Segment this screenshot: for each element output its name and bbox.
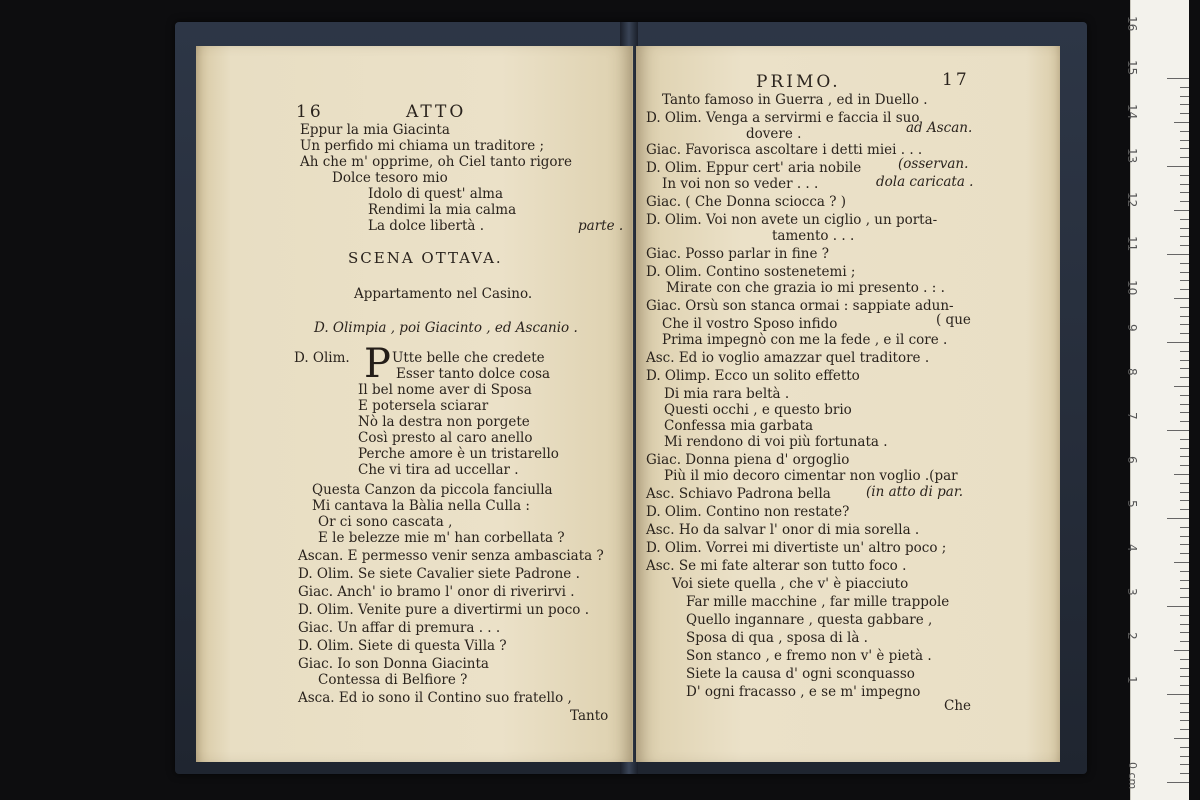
running-head-left: ATTO (406, 102, 467, 122)
scene-heading: SCENA OTTAVA. (348, 249, 503, 267)
ruler-tick (1180, 668, 1189, 669)
text-line: E potersela sciarar (358, 398, 489, 414)
ruler-tick (1180, 685, 1189, 686)
ruler-tick (1180, 439, 1189, 440)
ruler-tick (1180, 703, 1189, 704)
text-line: Questi occhi , e questo brio (664, 402, 852, 418)
text-line: Giac. Posso parlar in fine ? (646, 246, 830, 262)
ruler-mark: 14 (1125, 104, 1139, 120)
text-line: Giac. Un affar di premura . . . (298, 620, 501, 636)
ruler-tick (1167, 254, 1189, 255)
text-line: Mi rendono di voi più fortunata . (664, 434, 888, 450)
ruler-tick (1180, 201, 1189, 202)
ruler-tick (1180, 368, 1189, 369)
catchword: Tanto (570, 708, 609, 724)
text-line: Questa Canzon da piccola fanciulla (312, 482, 553, 498)
text-line: D. Olim. Venite pure a divertirmi un poco . (298, 602, 589, 618)
text-line: Esser tanto dolce cosa (396, 366, 551, 382)
text-line: Asca. Ed io sono il Contino suo fratello , (298, 690, 572, 706)
text-line: D. Olimp. Ecco un solito effetto (646, 368, 860, 384)
page-number-left: 16 (296, 102, 324, 122)
text-line: D' ogni fracasso , e se m' impegno (686, 684, 921, 700)
ruler-tick (1180, 509, 1189, 510)
text-line: D. Olim. Contino non restate? (646, 504, 850, 520)
ruler-tick (1180, 148, 1189, 149)
ruler-mark: 8 (1125, 368, 1139, 376)
text-line: Asc. Se mi fate alterar son tutto foco . (646, 558, 907, 574)
ruler-tick (1180, 236, 1189, 237)
ruler-tick (1180, 483, 1189, 484)
speaker-label: D. Olim. (294, 350, 350, 366)
running-head-right: PRIMO. (756, 72, 841, 92)
character-list: D. Olimpia , poi Giacinto , ed Ascanio . (314, 320, 578, 336)
text-line: Utte belle che credete (392, 350, 545, 366)
stage-direction: parte . (578, 218, 624, 234)
ruler-tick (1180, 360, 1189, 361)
ruler-tick (1167, 518, 1189, 519)
ruler-tick (1180, 280, 1189, 281)
text-line: Nò la destra non porgete (358, 414, 530, 430)
ruler-tick (1180, 307, 1189, 308)
ruler-mark: 12 (1125, 192, 1139, 208)
ruler-tick (1167, 430, 1189, 431)
ruler-mark: 13 (1125, 148, 1139, 164)
ruler-tick (1180, 113, 1189, 114)
ruler-mark: 16 (1125, 16, 1139, 32)
ruler-tick (1180, 104, 1189, 105)
ruler-mark: 6 (1125, 456, 1139, 464)
ruler-tick (1180, 536, 1189, 537)
text-line: La dolce libertà . (368, 218, 485, 234)
ruler-tick (1180, 96, 1189, 97)
text-line: Ascan. E permesso venir senza ambasciata ? (298, 548, 604, 564)
ruler-mark: 7 (1125, 412, 1139, 420)
text-line: Rendimi la mia calma (368, 202, 517, 218)
text-line: Che il vostro Sposo infido (662, 316, 838, 332)
ruler-tick (1174, 474, 1189, 475)
text-line: Mi cantava la Bàlia nella Culla : (312, 498, 530, 514)
text-line: Più il mio decoro cimentar non voglio .(par (664, 468, 958, 484)
text-line: Idolo di quest' alma (368, 186, 503, 202)
ruler-tick (1174, 562, 1189, 563)
ruler-tick (1180, 597, 1189, 598)
ruler-tick (1167, 694, 1189, 695)
text-line: Giac. Io son Donna Giacinta (298, 656, 489, 672)
text-line: Dolce tesoro mio (332, 170, 448, 186)
ruler-tick (1180, 500, 1189, 501)
ruler-tick (1180, 245, 1189, 246)
ruler-tick (1180, 377, 1189, 378)
ruler-tick (1180, 263, 1189, 264)
ruler-tick (1180, 729, 1189, 730)
ruler-tick (1174, 650, 1189, 651)
ruler-tick (1167, 606, 1189, 607)
text-line: Giac. Favorisca ascoltare i detti miei . . . (646, 142, 923, 158)
text-line: Far mille macchine , far mille trappole (686, 594, 950, 610)
left-page (196, 46, 633, 762)
text-line: Asc. Ho da salvar l' onor di mia sorella . (646, 522, 920, 538)
ruler-tick (1180, 324, 1189, 325)
text-line: E le belezze mie m' han corbellata ? (318, 530, 565, 546)
ruler-tick (1180, 87, 1189, 88)
ruler-tick (1180, 157, 1189, 158)
ruler-tick (1180, 588, 1189, 589)
text-line: D. Olim. Vorrei mi divertiste un' altro poco ; (646, 540, 947, 556)
ruler-tick (1180, 465, 1189, 466)
ruler-tick (1180, 492, 1189, 493)
ruler-mark: 15 (1125, 60, 1139, 76)
ruler-mark: 10 (1125, 280, 1139, 296)
text-line: Un perfido mi chiama un traditore ; (300, 138, 545, 154)
ruler-tick (1180, 272, 1189, 273)
ruler-tick (1180, 553, 1189, 554)
ruler-tick (1180, 641, 1189, 642)
ruler-mark: 9 (1125, 324, 1139, 332)
text-line: Contessa di Belfiore ? (318, 672, 468, 688)
text-line: Quello ingannare , questa gabbare , (686, 612, 933, 628)
stage-direction: (in atto di par. (866, 484, 964, 500)
ruler-tick (1180, 404, 1189, 405)
text-line: Voi siete quella , che v' è piacciuto (672, 576, 909, 592)
drop-cap: P (364, 341, 391, 387)
text-line: Così presto al caro anello (358, 430, 533, 446)
text-line: Prima impegnò con me la fede , e il core . (662, 332, 948, 348)
text-line: Giac. Donna piena d' orgoglio (646, 452, 850, 468)
ruler-tick (1180, 192, 1189, 193)
ruler-tick (1174, 386, 1189, 387)
text-line: Il bel nome aver di Sposa (358, 382, 532, 398)
text-line: Perche amore è un tristarello (358, 446, 559, 462)
text-line: Di mia rara beltà . (664, 386, 790, 402)
ruler-mark: 4 (1125, 544, 1139, 552)
ruler-tick (1180, 624, 1189, 625)
ruler-tick (1180, 316, 1189, 317)
text-line: Ah che m' opprime, oh Ciel tanto rigore (300, 154, 572, 170)
ruler-tick (1180, 676, 1189, 677)
text-line: dovere . (746, 126, 802, 142)
text-line: Son stanco , e fremo non v' è pietà . (686, 648, 932, 664)
text-line: D. Olim. Contino sostenetemi ; (646, 264, 856, 280)
ruler-tick (1180, 131, 1189, 132)
ruler-tick (1180, 580, 1189, 581)
ruler-tick (1174, 298, 1189, 299)
ruler-tick (1180, 184, 1189, 185)
ruler-tick (1180, 615, 1189, 616)
ruler-tick (1180, 544, 1189, 545)
setting-line: Appartamento nel Casino. (354, 286, 533, 302)
ruler-tick (1180, 720, 1189, 721)
text-line: D. Olim. Siete di questa Villa ? (298, 638, 507, 654)
ruler-tick (1167, 342, 1189, 343)
text-line: Giac. ( Che Donna sciocca ? ) (646, 194, 847, 210)
text-line: Siete la causa d' ogni sconquasso (686, 666, 915, 682)
text-line: Mirate con che grazia io mi presento . : . (666, 280, 945, 296)
ruler-tick (1174, 738, 1189, 739)
ruler-tick (1167, 78, 1189, 79)
ruler-tick (1180, 219, 1189, 220)
ruler-tick (1180, 175, 1189, 176)
ruler-tick (1180, 421, 1189, 422)
ruler-tick (1180, 632, 1189, 633)
text-line: ( que (936, 312, 971, 328)
text-line: D. Olim. Venga a servirmi e faccia il suo (646, 110, 920, 126)
ruler-mark: 3 (1125, 588, 1139, 596)
page-number-right: 17 (942, 70, 970, 90)
right-page (636, 46, 1060, 762)
text-line: Tanto famoso in Guerra , ed in Duello . (662, 92, 928, 108)
ruler-mark: 1 (1125, 676, 1139, 684)
ruler-tick (1180, 448, 1189, 449)
ruler-mark: 5 (1125, 500, 1139, 508)
text-line: Giac. Orsù son stanca ormai : sappiate adun- (646, 298, 954, 314)
ruler-tick (1180, 571, 1189, 572)
ruler-tick (1180, 140, 1189, 141)
text-line: tamento . . . (772, 228, 855, 244)
text-line: Che vi tira ad uccellar . (358, 462, 519, 478)
ruler-tick (1180, 333, 1189, 334)
text-line: Asc. Ed io voglio amazzar quel traditore . (646, 350, 930, 366)
ruler-tick (1180, 659, 1189, 660)
ruler-tick (1180, 773, 1189, 774)
stage-direction: ad Ascan. (906, 120, 973, 136)
ruler-unit-label: 0 cm (1126, 762, 1139, 790)
text-line: D. Olim. Se siete Cavalier siete Padrone . (298, 566, 580, 582)
text-line: Eppur la mia Giacinta (300, 122, 450, 138)
text-line: Confessa mia garbata (664, 418, 814, 434)
catchword: Che (944, 698, 972, 714)
ruler-tick (1180, 289, 1189, 290)
text-line: Giac. Anch' io bramo l' onor di riverirvi . (298, 584, 575, 600)
ruler-tick (1180, 764, 1189, 765)
ruler-tick (1180, 228, 1189, 229)
ruler-tick (1180, 527, 1189, 528)
text-line: Asc. Schiavo Padrona bella (646, 486, 831, 502)
ruler-tick (1174, 210, 1189, 211)
ruler-tick (1180, 412, 1189, 413)
ruler-tick (1167, 166, 1189, 167)
stage-direction: dola caricata . (876, 174, 974, 190)
ruler-tick (1180, 395, 1189, 396)
measuring-ruler (1125, 0, 1189, 800)
ruler-tick (1180, 456, 1189, 457)
ruler-tick (1180, 756, 1189, 757)
ruler-mark: 11 (1125, 236, 1139, 252)
ruler-tick (1167, 782, 1189, 783)
stage-direction: (osservan. (898, 156, 969, 172)
text-line: Or ci sono cascata , (318, 514, 453, 530)
text-line: D. Olim. Eppur cert' aria nobile (646, 160, 862, 176)
ruler-tick (1174, 122, 1189, 123)
ruler-tick (1180, 351, 1189, 352)
ruler-mark: 2 (1125, 632, 1139, 640)
text-line: D. Olim. Voi non avete un ciglio , un porta- (646, 212, 938, 228)
ruler-tick (1180, 712, 1189, 713)
ruler-tick (1180, 747, 1189, 748)
text-line: In voi non so veder . . . (662, 176, 819, 192)
text-line: Sposa di qua , sposa di là . (686, 630, 868, 646)
